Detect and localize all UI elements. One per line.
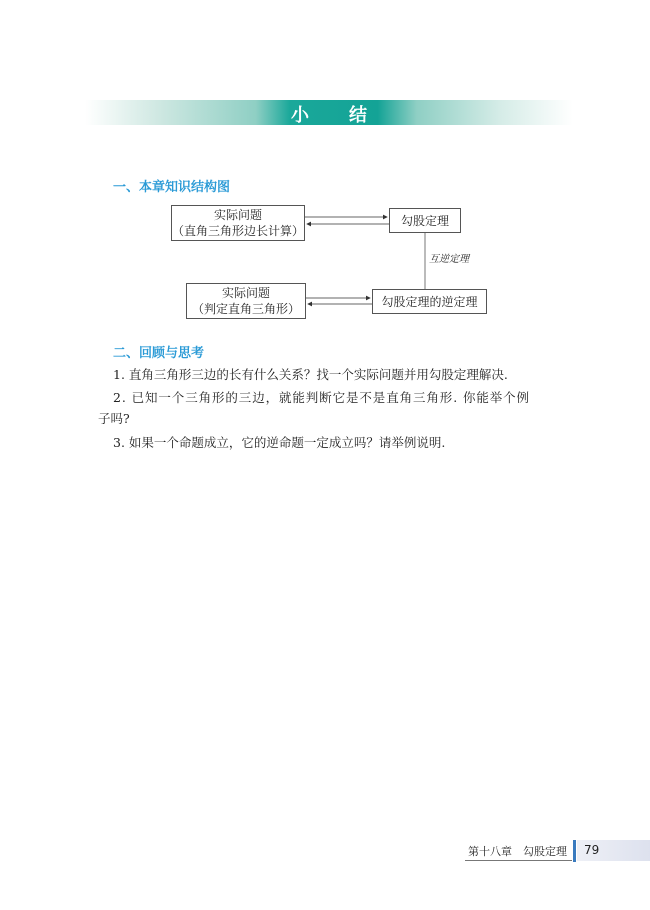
section-heading-review: 二、回顾与思考 — [113, 346, 205, 361]
footer-divider — [573, 840, 576, 862]
footer-rule — [465, 860, 572, 861]
footer-chapter: 第十八章 勾股定理 — [468, 845, 567, 858]
question-3: 3. 如果一个命题成立，它的逆命题一定成立吗？请举例说明. — [113, 435, 446, 450]
diagram-connectors — [0, 0, 650, 400]
link-label: 互逆定理 — [429, 254, 469, 265]
box2-label: 勾股定理 — [400, 213, 449, 228]
banner-title: 小结 — [291, 105, 407, 126]
box-practical-problem-determine — [186, 283, 306, 319]
box1-line1: 实际问题 — [213, 208, 262, 222]
question-2: 2. 已知一个三角形的三边，就能判断它是不是直角三角形. 你能举个例 — [113, 390, 530, 405]
section-heading-structure: 一、本章知识结构图 — [113, 180, 231, 195]
page-number: 79 — [584, 843, 600, 857]
page-number-tab — [577, 840, 650, 861]
box-pythagorean-theorem — [389, 208, 461, 233]
box1-line2: （直角三角形边长计算） — [172, 224, 305, 238]
box-practical-problem-side-length — [171, 205, 305, 241]
box3-line2: （判定直角三角形） — [191, 302, 300, 316]
question-2-cont: 子吗? — [98, 411, 130, 426]
box3-line1: 实际问题 — [221, 286, 270, 300]
box-converse-theorem — [372, 289, 487, 314]
question-1: 1. 直角三角形三边的长有什么关系？找一个实际问题并用勾股定理解决. — [113, 367, 508, 382]
box4-label: 勾股定理的逆定理 — [381, 294, 478, 309]
